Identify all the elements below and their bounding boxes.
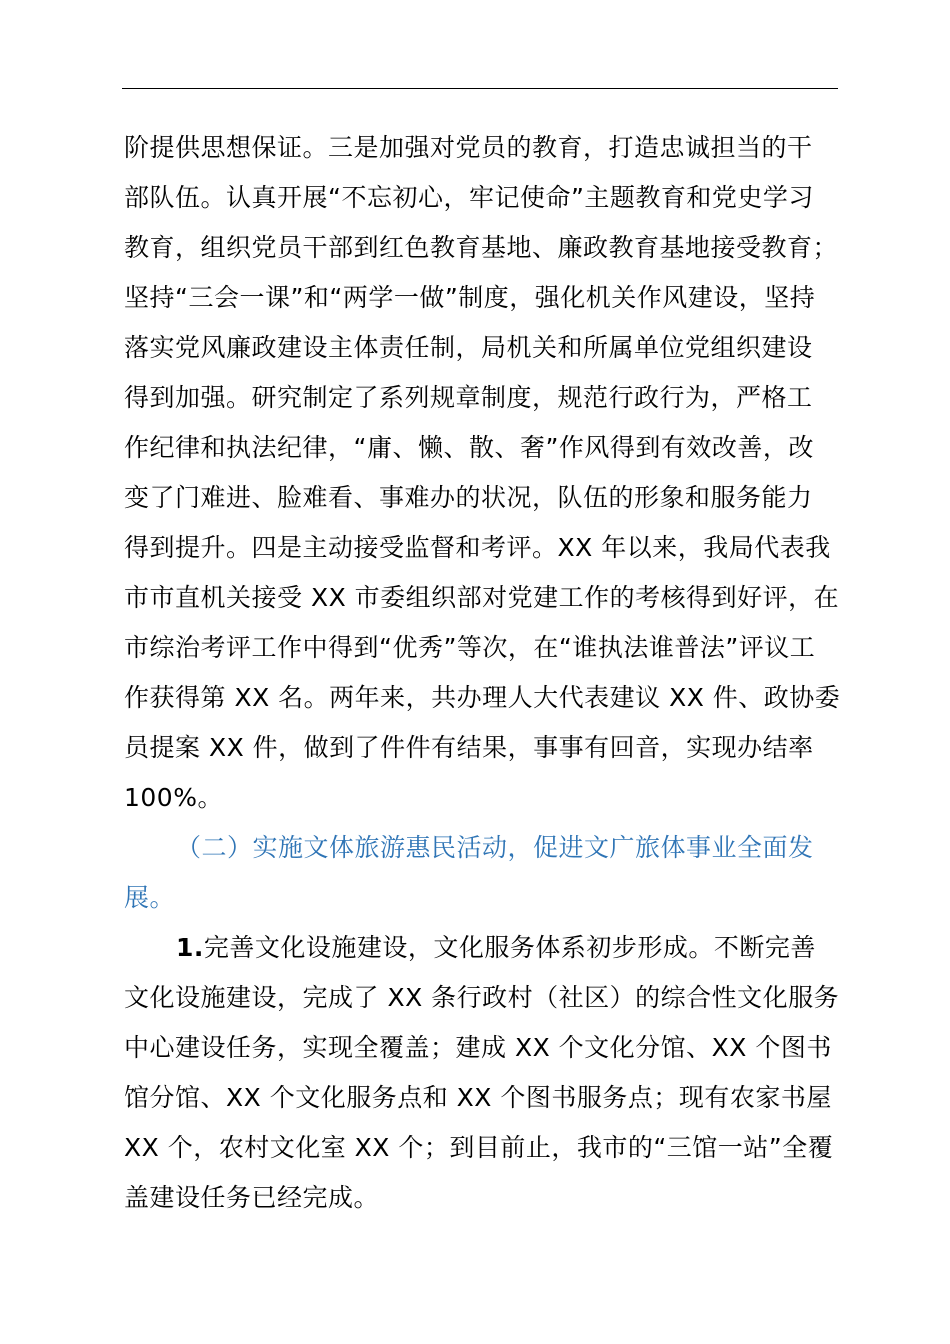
text-line: 得到加强。研究制定了系列规章制度，规范行政行为，严格工 xyxy=(124,383,813,412)
text-line: 员提案 XX 件，做到了件件有结果，事事有回音，实现办结率 xyxy=(124,733,814,762)
text-line: 文化设施建设，完成了 XX 条行政村（社区）的综合性文化服务 xyxy=(124,983,840,1012)
paragraph-1 xyxy=(124,123,840,823)
heading-line: （二）实施文体旅游惠民活动，促进文广旅体事业全面发 xyxy=(176,833,814,862)
text-line: 市市直机关接受 XX 市委组织部对党建工作的考核得到好评，在 xyxy=(124,583,840,612)
text-line: 100%。 xyxy=(124,783,223,812)
text-line: 阶提供思想保证。三是加强对党员的教育，打造忠诚担当的干 xyxy=(124,133,813,162)
text-line: 作获得第 XX 名。两年来，共办理人大代表建议 XX 件、政协委 xyxy=(124,683,841,712)
text-line: 盖建设任务已经完成。 xyxy=(124,1183,380,1212)
section-heading xyxy=(124,823,840,923)
item-number: 1. xyxy=(176,933,204,962)
header-rule xyxy=(122,88,838,89)
text-line: 变了门难进、脸难看、事难办的状况，队伍的形象和服务能力 xyxy=(124,483,813,512)
text-line: 得到提升。四是主动接受监督和考评。XX 年以来，我局代表我 xyxy=(124,533,831,562)
paragraph-2 xyxy=(124,923,840,1223)
text-line: 坚持“三会一课”和“两学一做”制度，强化机关作风建设，坚持 xyxy=(124,283,816,312)
text-line: 馆分馆、XX 个文化服务点和 XX 个图书服务点；现有农家书屋 xyxy=(124,1083,832,1112)
text-line: 教育，组织党员干部到红色教育基地、廉政教育基地接受教育； xyxy=(124,233,839,262)
text-line: 作纪律和执法纪律，“庸、懒、散、奢”作风得到有效改善，改 xyxy=(124,433,814,462)
text-line: 市综治考评工作中得到“优秀”等次，在“谁执法谁普法”评议工 xyxy=(124,633,816,662)
item-first-line: 完善文化设施建设，文化服务体系初步形成。不断完善 xyxy=(203,933,816,962)
text-line: 落实党风廉政建设主体责任制，局机关和所属单位党组织建设 xyxy=(124,333,813,362)
text-line xyxy=(124,923,840,973)
heading-line: 展。 xyxy=(124,883,176,912)
text-line: 部队伍。认真开展“不忘初心，牢记使命”主题教育和党史学习 xyxy=(124,183,814,212)
text-line: 中心建设任务，实现全覆盖；建成 XX 个文化分馆、XX 个图书 xyxy=(124,1033,832,1062)
text-line: XX 个，农村文化室 XX 个；到目前止，我市的“三馆一站”全覆 xyxy=(124,1133,834,1162)
